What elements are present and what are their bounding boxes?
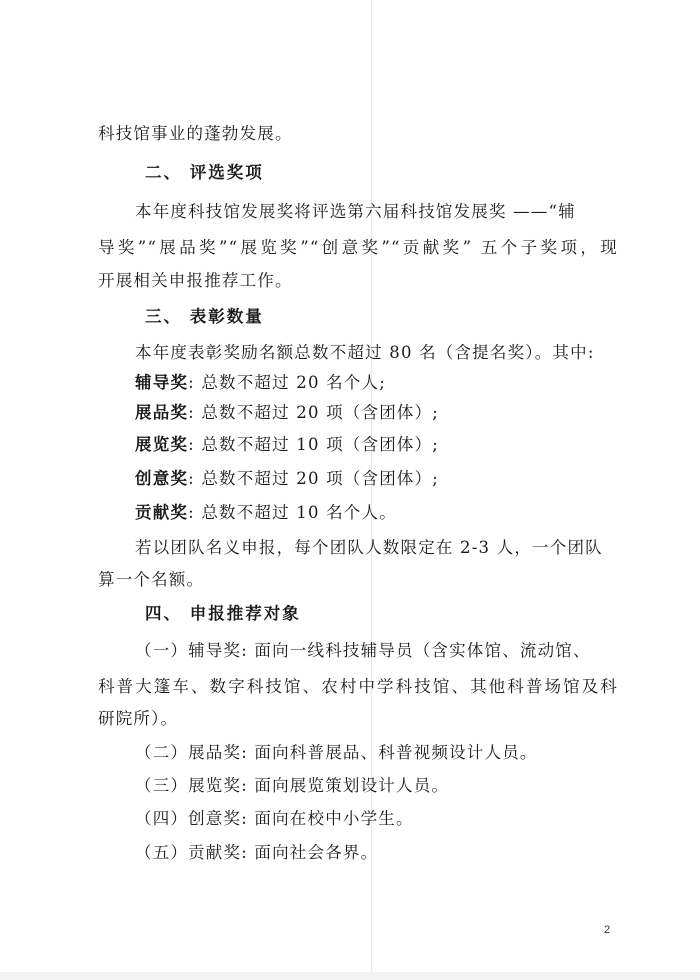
section-heading-awards: 二、 评选奖项 [145,163,264,182]
quota-label: 贡献奖 [135,503,189,522]
quota-label: 展品奖 [135,403,189,422]
quota-item [135,502,655,524]
paragraph-line: （一）辅导奖: 面向一线科技辅导员（含实体馆、流动馆、 [135,641,591,660]
quota-text: : 总数不超过 10 项（含团体）; [188,435,440,454]
paragraph-line: 研院所）。 [98,709,179,728]
target-item: （二）展品奖: 面向科普展品、科普视频设计人员。 [135,743,538,762]
paragraph-line: 算一个名额。 [98,570,205,589]
section-heading-quantity: 三、 表彰数量 [145,307,264,326]
quota-label: 辅导奖 [135,373,189,392]
paragraph-line: 科普大篷车、数字科技馆、农村中学科技馆、其他科普场馆及科 [98,677,618,696]
quota-label: 展览奖 [135,435,189,454]
paragraph-line: 本年度表彰奖励名额总数不超过 80 名（含提名奖）。其中: [135,343,595,362]
quota-text: : 总数不超过 10 名个人。 [188,503,397,522]
quota-item [135,372,655,394]
target-item: （三）展览奖: 面向展览策划设计人员。 [135,776,450,795]
quota-text: : 总数不超过 20 项（含团体）; [188,469,440,488]
section-heading-targets: 四、 申报推荐对象 [145,604,301,623]
paragraph-line: 开展相关申报推荐工作。 [98,271,293,290]
quota-item [135,434,655,456]
quota-item [135,468,655,490]
quota-text: : 总数不超过 20 名个人; [188,373,386,392]
scan-fold-line [371,0,372,980]
scan-bottom-edge [0,972,700,980]
page-number: 2 [604,924,611,936]
paragraph-line: 若以团队名义申报，每个团队人数限定在 2-3 人，一个团队 [135,538,603,557]
quota-item [135,402,655,424]
paragraph-line: 本年度科技馆发展奖将评选第六届科技馆发展奖 ——“辅 [135,202,576,221]
paragraph-line: 科技馆事业的蓬勃发展。 [98,124,293,143]
paragraph-line: 导奖”“展品奖”“展览奖”“创意奖”“贡献奖” 五个子奖项，现 [98,238,618,257]
quota-text: : 总数不超过 20 项（含团体）; [188,403,440,422]
quota-label: 创意奖 [135,469,189,488]
target-item: （五）贡献奖: 面向社会各界。 [135,843,379,862]
target-item: （四）创意奖: 面向在校中小学生。 [135,809,414,828]
